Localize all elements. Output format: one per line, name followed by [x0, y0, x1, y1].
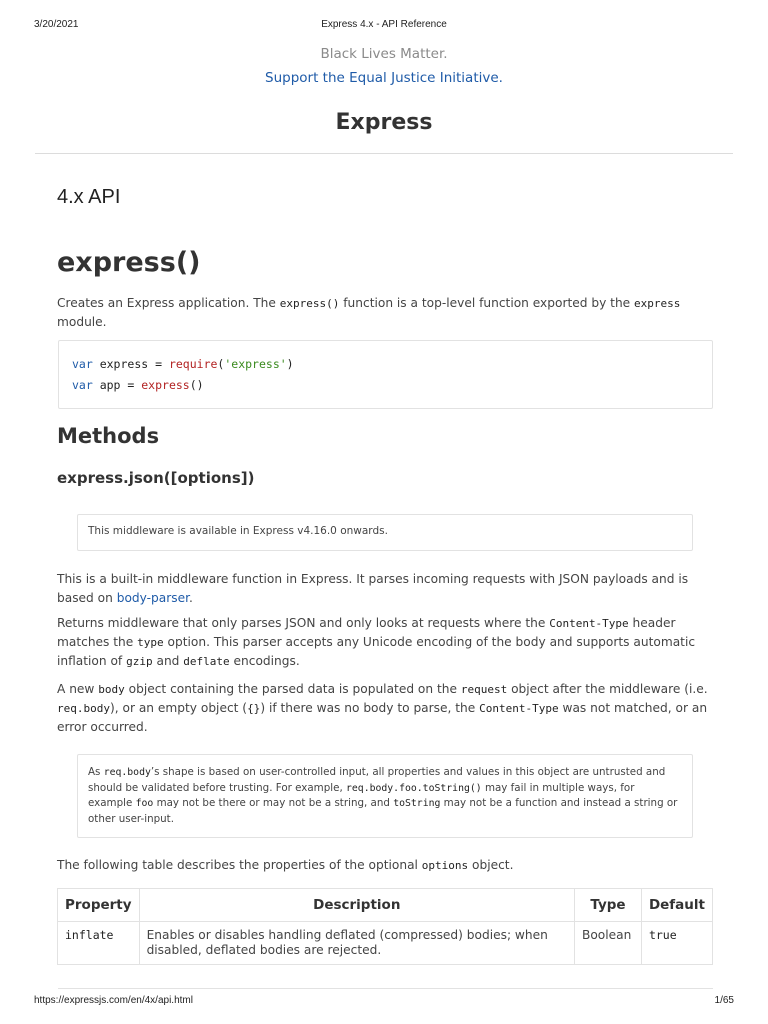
code-line-1: var express = require('express') [72, 357, 294, 371]
print-doc-title: Express 4.x - API Reference [321, 19, 447, 30]
table-intro-paragraph: The following table describes the properties of the optional options object. [57, 858, 514, 872]
intro-paragraph: Creates an Express application. The express() function is a top-level function exported by the express module. [57, 296, 681, 329]
column-header-description: Description [139, 889, 574, 922]
footer-divider [58, 988, 713, 989]
cell-property: inflate [58, 922, 140, 965]
header-divider [35, 153, 733, 154]
body-parser-link[interactable]: body-parser [116, 591, 189, 605]
banner-link[interactable]: Support the Equal Justice Initiative. [265, 70, 503, 86]
column-header-type: Type [574, 889, 641, 922]
cell-description: Enables or disables handling deflated (compressed) bodies; when disabled, deflated bodies are rejected. [139, 922, 574, 965]
security-note: As req.body’s shape is based on user-controlled input, all properties and values in this object are untrusted and should be validated before trusting. For example, req.body.foo.toString() may fail in multiple ways, for example foo may not be there or may not be a string, and toString may not be a function and instead a string or other user-input. [77, 754, 693, 838]
code-line-2: var app = express() [72, 378, 204, 392]
site-title[interactable]: Express [335, 110, 433, 135]
methods-heading: Methods [57, 424, 160, 448]
print-header [34, 19, 734, 33]
version-note: This middleware is available in Express v4.16.0 onwards. [77, 514, 693, 551]
column-header-property: Property [58, 889, 140, 922]
api-version-heading: 4.x API [57, 186, 121, 208]
print-url: https://expressjs.com/en/4x/api.html [34, 995, 193, 1006]
inline-code: express [634, 297, 681, 310]
middleware-paragraph: Returns middleware that only parses JSON and only looks at requests where the Content-Type header matches the type option. This parser accepts any Unicode encoding of the body and supports automatic inflation of gzip and deflate encodings. [57, 616, 696, 668]
body-object-paragraph: A new body object containing the parsed data is populated on the request object after the middleware (i.e. req.body), or an empty object ({}) if there was no body to parse, the Content-Type was not matched, or an error occurred. [57, 682, 708, 734]
options-table [57, 888, 713, 965]
banner-text: Black Lives Matter. [320, 46, 448, 62]
express-json-heading: express.json([options]) [57, 469, 255, 487]
banner [0, 46, 768, 86]
json-description-paragraph: This is a built-in middleware function in Express. It parses incoming requests with JSON payloads and is based on body-parser. [57, 572, 689, 605]
inline-code: express() [279, 297, 340, 310]
print-footer [34, 995, 734, 1009]
column-header-default: Default [641, 889, 712, 922]
cell-default: true [641, 922, 712, 965]
page-number: 1/65 [714, 995, 734, 1006]
express-heading: express() [57, 247, 201, 278]
code-block [58, 340, 713, 409]
table-row [58, 922, 713, 965]
print-date: 3/20/2021 [34, 19, 79, 30]
cell-type: Boolean [574, 922, 641, 965]
table-header-row [58, 889, 713, 922]
